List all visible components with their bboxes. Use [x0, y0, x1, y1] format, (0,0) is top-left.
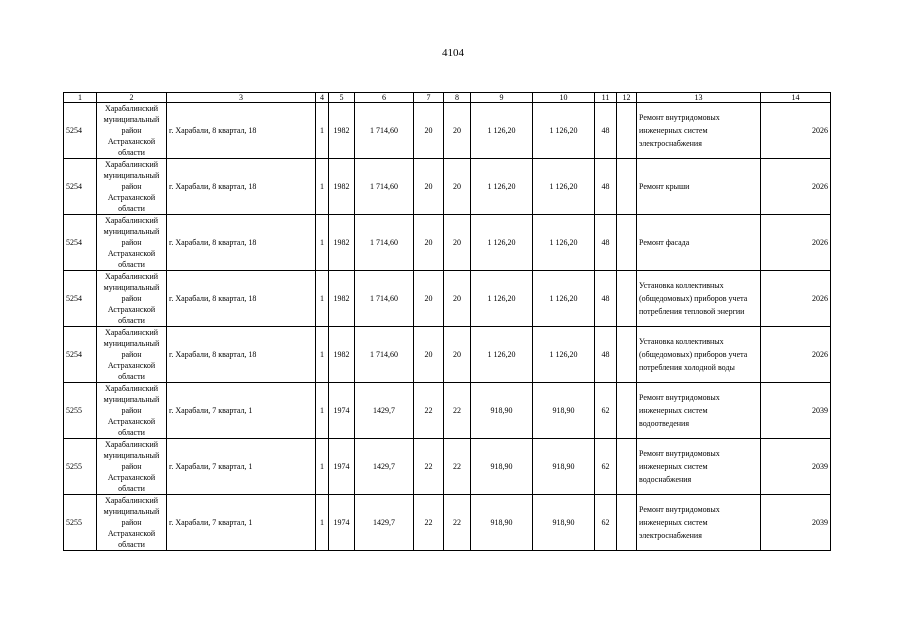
col8-cell: 22 — [444, 495, 471, 551]
municipality-line: район — [121, 238, 142, 247]
col12-cell — [617, 383, 637, 439]
col11-cell: 62 — [595, 439, 617, 495]
municipality-line: район — [121, 350, 142, 359]
municipality-line: области — [118, 428, 145, 437]
municipality-line: муниципальный — [103, 171, 160, 180]
col4-cell: 1 — [316, 327, 329, 383]
object-id-cell: 5254 — [64, 215, 97, 271]
col11-cell: 48 — [595, 327, 617, 383]
year-cell: 1982 — [329, 327, 355, 383]
column-number: 1 — [64, 93, 97, 103]
col8-cell: 20 — [444, 103, 471, 159]
col9-cell: 918,90 — [471, 495, 533, 551]
col11-cell: 48 — [595, 215, 617, 271]
column-number: 9 — [471, 93, 533, 103]
address-cell: г. Харабали, 7 квартал, 1 — [167, 383, 316, 439]
municipality-line: Харабалинский — [104, 440, 159, 449]
column-number: 10 — [533, 93, 595, 103]
address-cell: г. Харабали, 8 квартал, 18 — [167, 215, 316, 271]
municipality-line: области — [118, 148, 145, 157]
work-line: Ремонт внутридомовых — [639, 449, 720, 458]
municipality-line: Харабалинский — [104, 272, 159, 281]
table-row — [64, 327, 831, 383]
col8-cell: 20 — [444, 271, 471, 327]
col11-cell: 48 — [595, 271, 617, 327]
municipality-line: Астраханской — [107, 249, 156, 258]
table-row — [64, 271, 831, 327]
work-type-cell — [637, 215, 761, 271]
municipality-cell — [97, 327, 167, 383]
col7-cell: 20 — [414, 159, 444, 215]
year-cell: 1974 — [329, 439, 355, 495]
col7-cell: 20 — [414, 271, 444, 327]
work-line: электроснабжения — [639, 531, 702, 540]
address-cell: г. Харабали, 7 квартал, 1 — [167, 439, 316, 495]
object-id-cell: 5254 — [64, 159, 97, 215]
col9-cell: 918,90 — [471, 439, 533, 495]
col4-cell: 1 — [316, 103, 329, 159]
col12-cell — [617, 495, 637, 551]
work-type-cell — [637, 439, 761, 495]
municipality-line: муниципальный — [103, 227, 160, 236]
plan-year-cell: 2026 — [761, 215, 831, 271]
municipality-line: Астраханской — [107, 137, 156, 146]
col4-cell: 1 — [316, 495, 329, 551]
col4-cell: 1 — [316, 383, 329, 439]
municipality-line: муниципальный — [103, 451, 160, 460]
municipality-line: муниципальный — [103, 507, 160, 516]
column-number: 4 — [316, 93, 329, 103]
object-id-cell: 5255 — [64, 495, 97, 551]
col8-cell: 20 — [444, 215, 471, 271]
column-number: 3 — [167, 93, 316, 103]
col10-cell: 918,90 — [533, 383, 595, 439]
total-area-cell: 1 714,60 — [355, 103, 414, 159]
column-number: 13 — [637, 93, 761, 103]
column-number: 5 — [329, 93, 355, 103]
municipality-line: области — [118, 540, 145, 549]
work-line: потребления тепловой энергии — [639, 307, 745, 316]
col12-cell — [617, 327, 637, 383]
total-area-cell: 1 714,60 — [355, 327, 414, 383]
municipality-line: район — [121, 182, 142, 191]
column-number: 8 — [444, 93, 471, 103]
municipality-line: Харабалинский — [104, 384, 159, 393]
municipality-cell — [97, 159, 167, 215]
col10-cell: 1 126,20 — [533, 271, 595, 327]
municipality-cell — [97, 103, 167, 159]
year-cell: 1982 — [329, 215, 355, 271]
work-type-cell — [637, 383, 761, 439]
municipality-line: муниципальный — [103, 395, 160, 404]
table-row — [64, 215, 831, 271]
col4-cell: 1 — [316, 271, 329, 327]
municipality-line: области — [118, 260, 145, 269]
work-line: (общедомовых) приборов учета — [639, 350, 748, 359]
address-cell: г. Харабали, 7 квартал, 1 — [167, 495, 316, 551]
register-table — [63, 92, 831, 551]
col7-cell: 22 — [414, 383, 444, 439]
col12-cell — [617, 271, 637, 327]
municipality-line: Астраханской — [107, 193, 156, 202]
col8-cell: 22 — [444, 383, 471, 439]
col10-cell: 918,90 — [533, 495, 595, 551]
column-number: 12 — [617, 93, 637, 103]
year-cell: 1982 — [329, 103, 355, 159]
col10-cell: 1 126,20 — [533, 215, 595, 271]
plan-year-cell: 2026 — [761, 159, 831, 215]
year-cell: 1974 — [329, 495, 355, 551]
municipality-line: Харабалинский — [104, 160, 159, 169]
col11-cell: 48 — [595, 159, 617, 215]
col4-cell: 1 — [316, 215, 329, 271]
municipality-cell — [97, 383, 167, 439]
municipality-line: район — [121, 294, 142, 303]
col12-cell — [617, 159, 637, 215]
col11-cell: 62 — [595, 495, 617, 551]
plan-year-cell: 2026 — [761, 327, 831, 383]
page-number: 4104 — [442, 47, 464, 59]
work-line: инженерных систем — [639, 462, 708, 471]
work-type-cell — [637, 327, 761, 383]
object-id-cell: 5255 — [64, 383, 97, 439]
col9-cell: 918,90 — [471, 383, 533, 439]
municipality-line: области — [118, 372, 145, 381]
column-number: 2 — [97, 93, 167, 103]
work-line: Ремонт крыши — [639, 182, 690, 191]
year-cell: 1982 — [329, 159, 355, 215]
plan-year-cell: 2039 — [761, 439, 831, 495]
municipality-line: Харабалинский — [104, 328, 159, 337]
col10-cell: 918,90 — [533, 439, 595, 495]
table-row — [64, 159, 831, 215]
work-type-cell — [637, 271, 761, 327]
col8-cell: 20 — [444, 327, 471, 383]
municipality-cell — [97, 439, 167, 495]
municipality-line: Астраханской — [107, 305, 156, 314]
work-line: потребления холодной воды — [639, 363, 735, 372]
work-type-cell — [637, 159, 761, 215]
plan-year-cell: 2039 — [761, 495, 831, 551]
work-line: водоотведения — [639, 419, 689, 428]
object-id-cell: 5254 — [64, 327, 97, 383]
col9-cell: 1 126,20 — [471, 215, 533, 271]
plan-year-cell: 2039 — [761, 383, 831, 439]
total-area-cell: 1429,7 — [355, 383, 414, 439]
col9-cell: 1 126,20 — [471, 271, 533, 327]
work-line: (общедомовых) приборов учета — [639, 294, 748, 303]
col12-cell — [617, 103, 637, 159]
col8-cell: 20 — [444, 159, 471, 215]
col10-cell: 1 126,20 — [533, 103, 595, 159]
municipality-line: Астраханской — [107, 417, 156, 426]
table-body — [64, 103, 831, 551]
municipality-cell — [97, 215, 167, 271]
object-id-cell: 5254 — [64, 103, 97, 159]
address-cell: г. Харабали, 8 квартал, 18 — [167, 271, 316, 327]
municipality-line: Астраханской — [107, 473, 156, 482]
work-line: Ремонт фасада — [639, 238, 690, 247]
col9-cell: 1 126,20 — [471, 103, 533, 159]
col9-cell: 1 126,20 — [471, 327, 533, 383]
work-line: Ремонт внутридомовых — [639, 505, 720, 514]
municipality-line: Харабалинский — [104, 216, 159, 225]
municipality-line: области — [118, 316, 145, 325]
table-row — [64, 383, 831, 439]
municipality-cell — [97, 495, 167, 551]
municipality-cell — [97, 271, 167, 327]
total-area-cell: 1 714,60 — [355, 159, 414, 215]
municipality-line: муниципальный — [103, 339, 160, 348]
municipality-line: Астраханской — [107, 361, 156, 370]
plan-year-cell: 2026 — [761, 271, 831, 327]
municipality-line: Астраханской — [107, 529, 156, 538]
municipality-line: Харабалинский — [104, 496, 159, 505]
work-line: Установка коллективных — [639, 281, 724, 290]
col12-cell — [617, 439, 637, 495]
total-area-cell: 1429,7 — [355, 439, 414, 495]
work-type-cell — [637, 103, 761, 159]
col12-cell — [617, 215, 637, 271]
work-line: инженерных систем — [639, 518, 708, 527]
table-row — [64, 103, 831, 159]
column-number: 6 — [355, 93, 414, 103]
work-line: инженерных систем — [639, 126, 708, 135]
work-line: водоснабжения — [639, 475, 692, 484]
municipality-line: район — [121, 518, 142, 527]
col4-cell: 1 — [316, 159, 329, 215]
table-row — [64, 439, 831, 495]
col7-cell: 22 — [414, 495, 444, 551]
column-number: 11 — [595, 93, 617, 103]
column-number: 7 — [414, 93, 444, 103]
col7-cell: 20 — [414, 215, 444, 271]
address-cell: г. Харабали, 8 квартал, 18 — [167, 327, 316, 383]
column-number: 14 — [761, 93, 831, 103]
work-line: Ремонт внутридомовых — [639, 393, 720, 402]
object-id-cell: 5254 — [64, 271, 97, 327]
work-line: Установка коллективных — [639, 337, 724, 346]
work-line: Ремонт внутридомовых — [639, 113, 720, 122]
municipality-line: муниципальный — [103, 283, 160, 292]
col10-cell: 1 126,20 — [533, 327, 595, 383]
municipality-line: район — [121, 406, 142, 415]
year-cell: 1982 — [329, 271, 355, 327]
col8-cell: 22 — [444, 439, 471, 495]
municipality-line: район — [121, 126, 142, 135]
address-cell: г. Харабали, 8 квартал, 18 — [167, 103, 316, 159]
col11-cell: 62 — [595, 383, 617, 439]
municipality-line: муниципальный — [103, 115, 160, 124]
municipality-line: Харабалинский — [104, 104, 159, 113]
work-line: электроснабжения — [639, 139, 702, 148]
year-cell: 1974 — [329, 383, 355, 439]
total-area-cell: 1 714,60 — [355, 271, 414, 327]
work-line: инженерных систем — [639, 406, 708, 415]
table-row — [64, 495, 831, 551]
col7-cell: 22 — [414, 439, 444, 495]
col7-cell: 20 — [414, 103, 444, 159]
object-id-cell: 5255 — [64, 439, 97, 495]
col4-cell: 1 — [316, 439, 329, 495]
col11-cell: 48 — [595, 103, 617, 159]
municipality-line: области — [118, 204, 145, 213]
col9-cell: 1 126,20 — [471, 159, 533, 215]
plan-year-cell: 2026 — [761, 103, 831, 159]
total-area-cell: 1429,7 — [355, 495, 414, 551]
col7-cell: 20 — [414, 327, 444, 383]
col10-cell: 1 126,20 — [533, 159, 595, 215]
column-number-row — [64, 93, 831, 103]
work-type-cell — [637, 495, 761, 551]
total-area-cell: 1 714,60 — [355, 215, 414, 271]
municipality-line: области — [118, 484, 145, 493]
address-cell: г. Харабали, 8 квартал, 18 — [167, 159, 316, 215]
municipality-line: район — [121, 462, 142, 471]
